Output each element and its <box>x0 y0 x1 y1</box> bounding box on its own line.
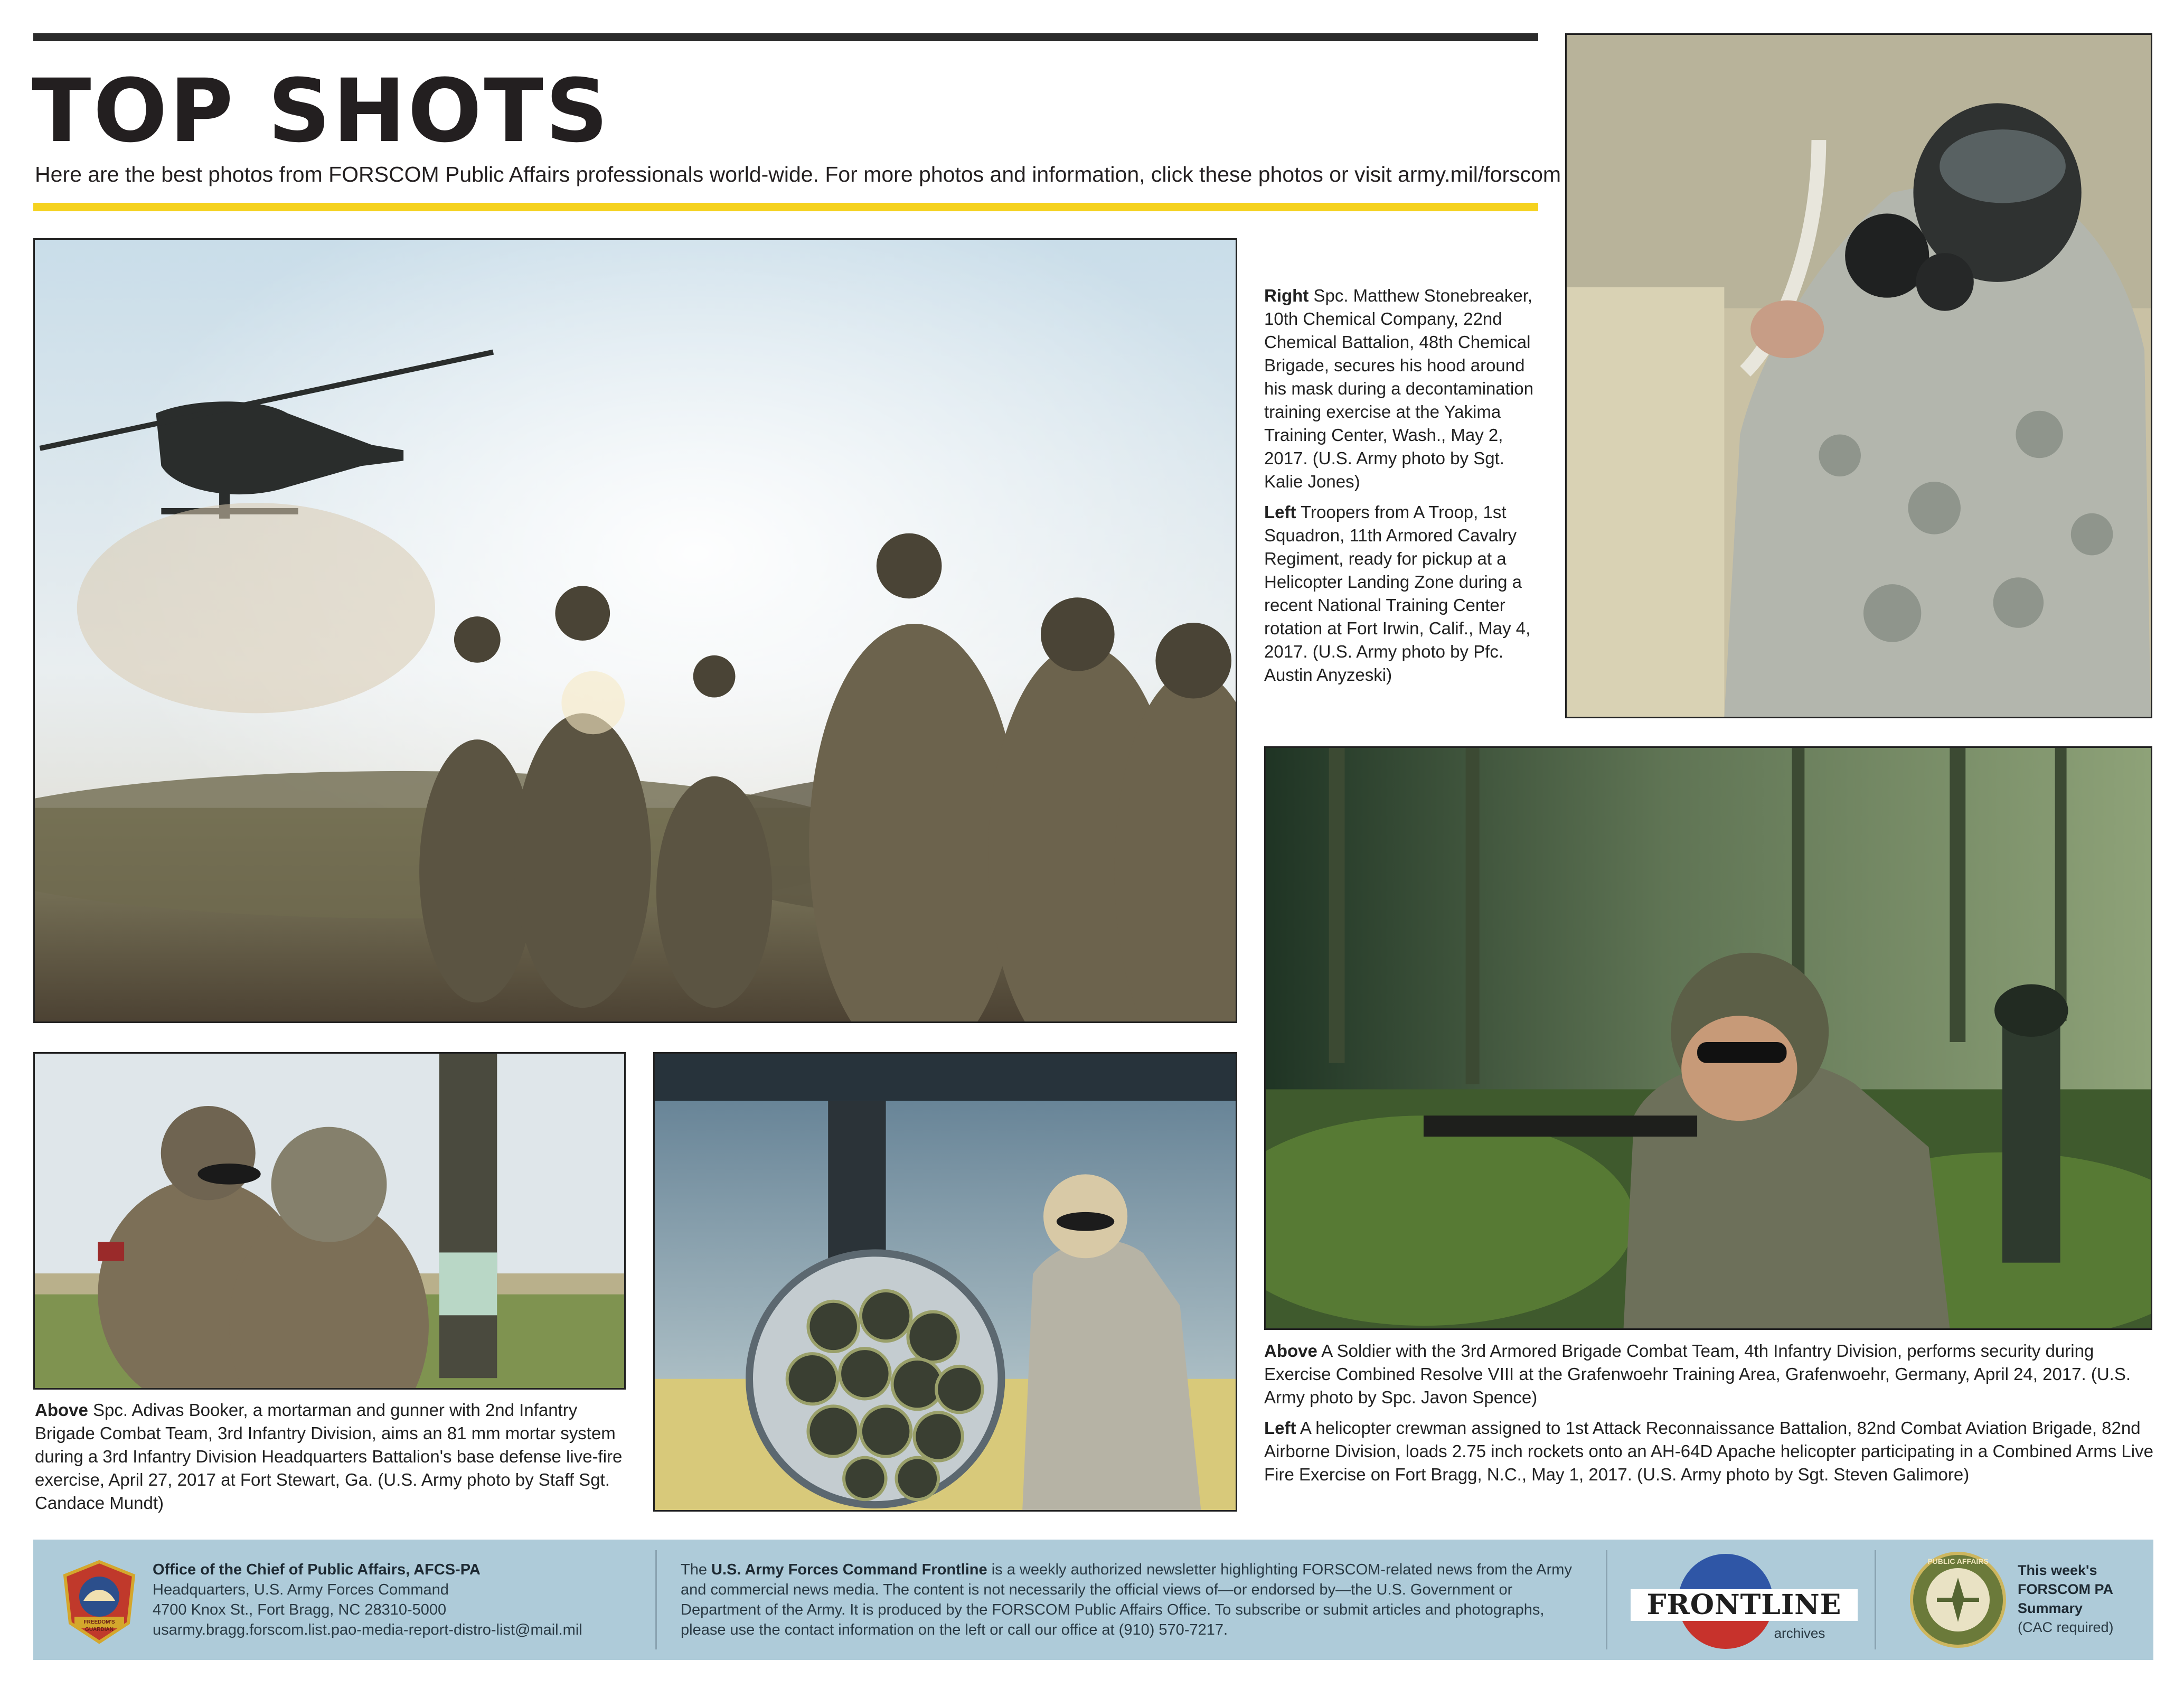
page-subtitle: Here are the best photos from FORSCOM Public Affairs professionals world-wide. For more photos and information, click these photos or visit army.mil/forscom <box>35 162 1561 186</box>
caption-mortar: Above Spc. Adivas Booker, a mortarman and gunner with 2nd Infantry Brigade Combat Team, 3rd Infantry Division, aims an 81 mm mortar system during a 3rd Infantry Division Headquarters Battalion's base defense live-fire exercise, April 27, 2017 at Fort Stewart, Ga. (U.S. Army photo by Staff Sgt. Candace Mundt) <box>35 1400 623 1513</box>
caption-left-rockets: Left A helicopter crewman assigned to 1st Attack Reconnaissance Battalion, 82nd Combat Aviation Brigade, 82nd Airborne Division, loads 2.75 inch rockets onto an AH-64D Apache helicopter participating in a Combined Arms Live Fire Exercise on Fort Bragg, N.C., May 1, 2017. (U.S. Army photo by Sgt. Steven Galimore) <box>1264 1418 2153 1484</box>
freedoms-guardian-seal-icon: FREEDOM'S GUARDIAN <box>60 1560 139 1644</box>
photo-chemical-decon[interactable] <box>1565 33 2152 718</box>
pa-summary-link[interactable]: This week's FORSCOM PA Summary (CAC required) <box>2018 1562 2114 1635</box>
caption-forest-and-rockets <box>1264 1339 2157 1494</box>
footer-divider-2 <box>1606 1550 1607 1649</box>
caption-left-troopers: Left Troopers from A Troop, 1st Squadron, 11th Armored Cavalry Regiment, ready for pickup at a Helicopter Landing Zone during a recent National Training Center rotation at Fort Irwin, Calif., May 4, 2017. (U.S. Army photo by Pfc. Austin Anyzeski) <box>1264 502 1531 684</box>
office-contact <box>153 1560 660 1640</box>
helicopter-photo-art <box>35 240 1236 1021</box>
top-rule <box>33 33 1538 41</box>
page-title: TOP SHOTS <box>32 60 610 162</box>
office-title: Office of the Chief of Public Affairs, AFCS-PA <box>153 1561 481 1578</box>
footer-divider-1 <box>655 1550 657 1649</box>
mortar-photo-art <box>35 1054 624 1388</box>
public-affairs-seal-icon[interactable]: PUBLIC AFFAIRS <box>1909 1551 2007 1648</box>
photo-rocket-loading[interactable] <box>653 1052 1237 1512</box>
caption-block-top <box>1264 284 1533 694</box>
frontline-logo-icon[interactable]: FRONTLINE archives <box>1631 1551 1858 1652</box>
yellow-rule <box>33 203 1538 211</box>
rocket-photo-art <box>655 1054 1236 1510</box>
office-line-1: Headquarters, U.S. Army Forces Command <box>153 1581 449 1598</box>
photo-helicopter-landing[interactable] <box>33 238 1237 1023</box>
forest-photo-art <box>1266 748 2151 1328</box>
caption-above-forest: Above A Soldier with the 3rd Armored Brigade Combat Team, 4th Infantry Division, performs security during Exercise Combined Resolve VIII at the Grafenwoehr Training Area, Grafenwoehr, Germany, April 24, 2017. (U.S. Army photo by Spc. Javon Spence) <box>1264 1341 2131 1407</box>
chemical-photo-art <box>1567 35 2151 717</box>
office-email-link[interactable]: usarmy.bragg.forscom.list.pao-media-report-distro-list@mail.mil <box>153 1621 582 1638</box>
caption-right-chemical: Right Spc. Matthew Stonebreaker, 10th Chemical Company, 22nd Chemical Battalion, 48th Chemical Brigade, secures his hood around his mask during a decontamination training exercise at the Yakima Training Center, Wash., May 2, 2017. (U.S. Army photo by Sgt. Kalie Jones) <box>1264 286 1533 491</box>
photo-mortar[interactable] <box>33 1052 626 1390</box>
frontline-blurb: The U.S. Army Forces Command Frontline is a weekly authorized newsletter highlighting FORSCOM-related news from the Army and commercial news media. The content is not necessarily the official views of—or endorsed by—the U.S. Government or Department of the Army. It is produced by the FORSCOM Public Affairs Office. To subscribe or submit articles and photographs, please use the contact information on the left or call our office at (910) 570-7217. <box>681 1561 1572 1638</box>
photo-forest-security[interactable] <box>1264 746 2152 1330</box>
footer-divider-3 <box>1875 1550 1876 1649</box>
footer-bar <box>33 1540 2153 1660</box>
office-line-2: 4700 Knox St., Fort Bragg, NC 28310-5000 <box>153 1601 447 1618</box>
